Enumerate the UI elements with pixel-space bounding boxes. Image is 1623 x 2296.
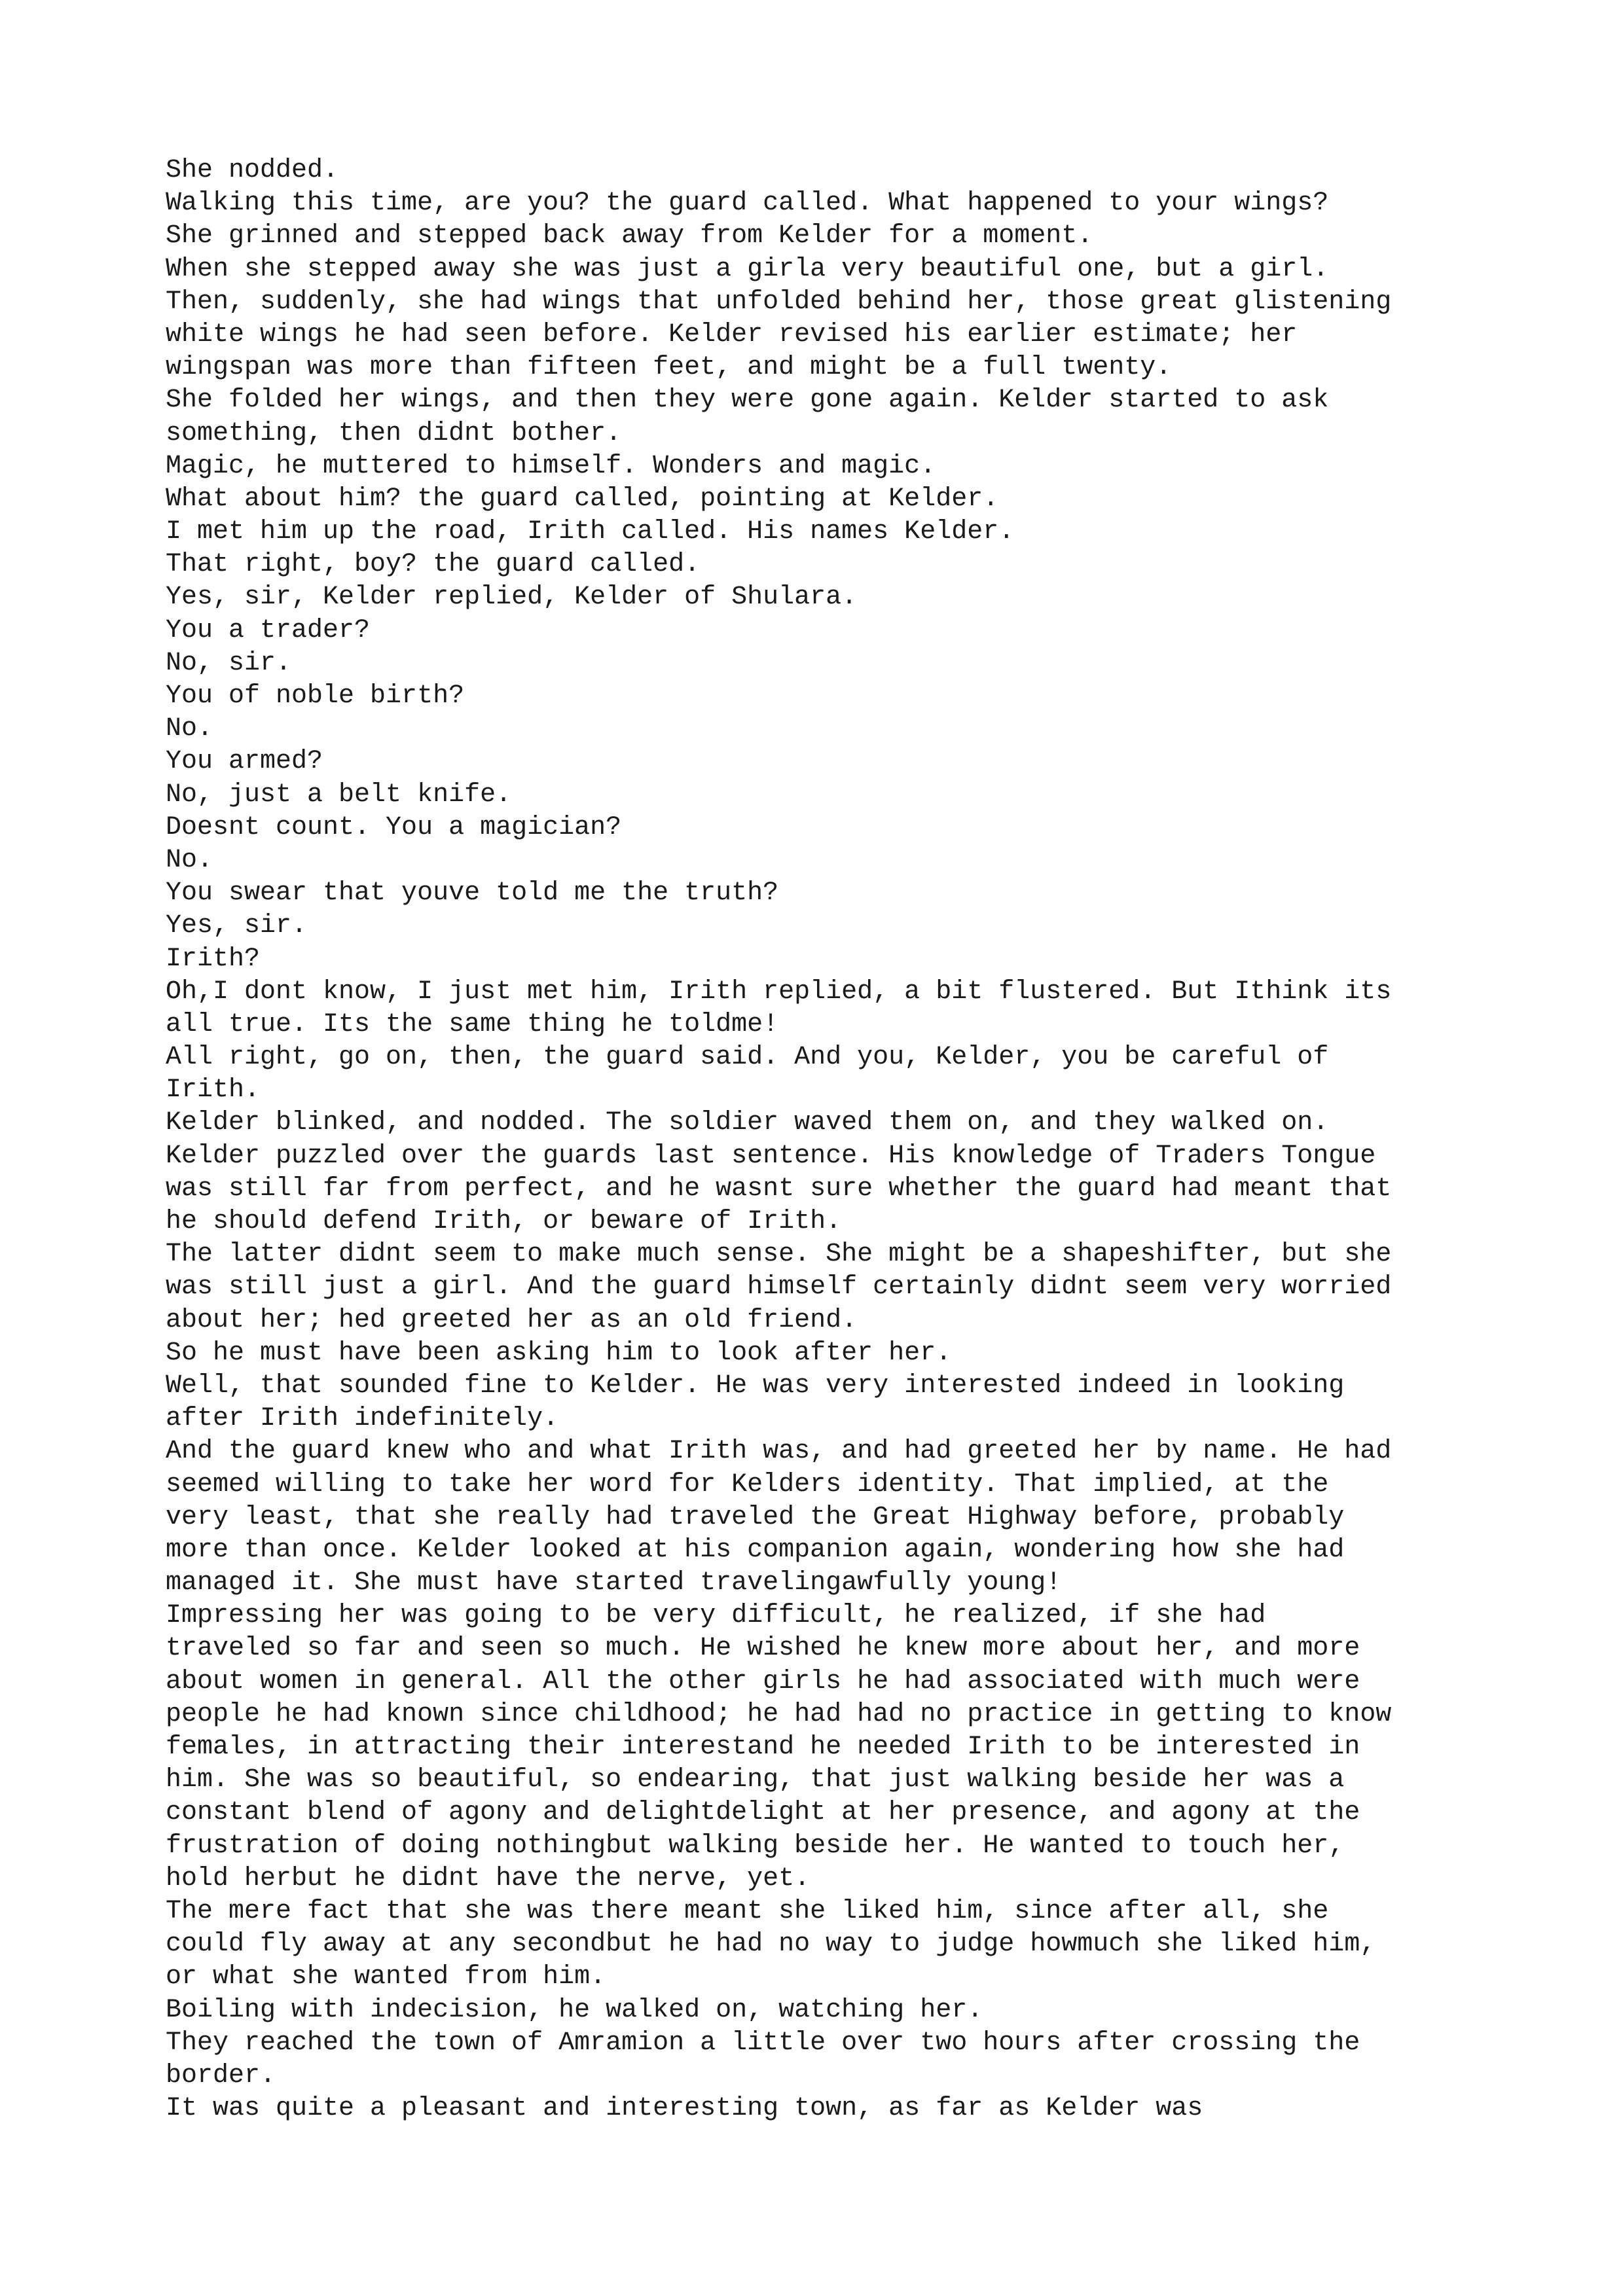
text-line: She grinned and stepped back away from Kelder for a moment. xyxy=(166,221,1093,251)
text-line: Kelder blinked, and nodded. The soldier waved them on, and they walked on. xyxy=(166,1108,1329,1138)
text-line: white wings he had seen before. Kelder revised his earlier estimate; her xyxy=(166,319,1298,350)
text-line: him. She was so beautiful, so endearing, that just walking beside her was a xyxy=(166,1765,1345,1795)
text-line: That right, boy? the guard called. xyxy=(166,550,701,580)
text-line: She folded her wings, and then they were gone again. Kelder started to ask xyxy=(166,386,1329,416)
text-line: people he had known since childhood; he had had no practice in getting to know xyxy=(166,1699,1392,1729)
text-line: You of noble birth? xyxy=(166,681,465,711)
text-line: So he must have been asking him to look after her. xyxy=(166,1338,952,1368)
text-line: When she stepped away she was just a girla very beautiful one, but a girl. xyxy=(166,254,1329,284)
text-line: constant blend of agony and delightdelight at her presence, and agony at the xyxy=(166,1798,1360,1828)
text-line: Irith. xyxy=(166,1075,261,1105)
text-line: Irith? xyxy=(166,944,261,974)
text-line: Doesnt count. You a magician? xyxy=(166,812,622,842)
text-line: Well, that sounded fine to Kelder. He was very interested indeed in looking xyxy=(166,1371,1345,1401)
text-line: No, sir. xyxy=(166,648,292,678)
text-line: after Irith indefinitely. xyxy=(166,1404,559,1434)
text-line: frustration of doing nothingbut walking beside her. He wanted to touch her, xyxy=(166,1831,1345,1861)
text-line: very least, that she really had traveled the Great Highway before, probably xyxy=(166,1502,1345,1532)
text-line: You swear that youve told me the truth? xyxy=(166,878,779,908)
text-line: Yes, sir. xyxy=(166,911,308,941)
text-line: Yes, sir, Kelder replied, Kelder of Shulara. xyxy=(166,583,858,613)
text-line: Boiling with indecision, he walked on, watching her. xyxy=(166,1995,983,2025)
text-line: And the guard knew who and what Irith was, and had greeted her by name. He had xyxy=(166,1437,1392,1467)
text-line: all true. Its the same thing he toldme! xyxy=(166,1009,779,1039)
text-line: or what she wanted from him. xyxy=(166,1962,606,1992)
text-line: What about him? the guard called, pointing at Kelder. xyxy=(166,484,999,514)
text-line: No. xyxy=(166,714,213,744)
body-text xyxy=(166,154,1573,2125)
text-line: females, in attracting their interestand he needed Irith to be interested in xyxy=(166,1732,1360,1762)
text-line: You armed? xyxy=(166,747,323,777)
text-line: more than once. Kelder looked at his companion again, wondering how she had xyxy=(166,1535,1345,1565)
text-line: You a trader? xyxy=(166,615,371,645)
text-line: wingspan was more than fifteen feet, and might be a full twenty. xyxy=(166,353,1172,383)
text-line: Impressing her was going to be very difficult, he realized, if she had xyxy=(166,1601,1266,1631)
text-line: was still far from perfect, and he wasnt sure whether the guard had meant that xyxy=(166,1174,1392,1204)
text-line: hold herbut he didnt have the nerve, yet. xyxy=(166,1863,811,1893)
text-line: No, just a belt knife. xyxy=(166,780,512,810)
text-line: seemed willing to take her word for Kelders identity. That implied, at the xyxy=(166,1469,1329,1499)
text-line: about her; hed greeted her as an old friend. xyxy=(166,1305,858,1335)
text-line: border. xyxy=(166,2060,276,2090)
text-line: Oh,I dont know, I just met him, Irith replied, a bit flustered. But Ithink its xyxy=(166,977,1392,1007)
text-line: about women in general. All the other girls he had associated with much were xyxy=(166,1666,1360,1696)
text-line: It was quite a pleasant and interesting town, as far as Kelder was xyxy=(166,2094,1203,2124)
text-line: Then, suddenly, she had wings that unfolded behind her, those great glistening xyxy=(166,287,1392,317)
text-line: traveled so far and seen so much. He wished he knew more about her, and more xyxy=(166,1634,1360,1664)
text-line: Kelder puzzled over the guards last sentence. His knowledge of Traders Tongue xyxy=(166,1141,1376,1171)
text-line: I met him up the road, Irith called. His names Kelder. xyxy=(166,517,1015,547)
text-line: They reached the town of Amramion a little over two hours after crossing the xyxy=(166,2028,1360,2058)
text-line: The mere fact that she was there meant she liked him, since after all, she xyxy=(166,1896,1329,1926)
text-line: something, then didnt bother. xyxy=(166,418,622,448)
text-line: She nodded. xyxy=(166,156,339,185)
text-line: was still just a girl. And the guard himself certainly didnt seem very worried xyxy=(166,1272,1392,1302)
text-line: Walking this time, are you? the guard called. What happened to your wings? xyxy=(166,188,1329,219)
text-line: No. xyxy=(166,845,213,875)
text-line: managed it. She must have started travelingawfully young! xyxy=(166,1568,1062,1598)
text-line: All right, go on, then, the guard said. And you, Kelder, you be careful of xyxy=(166,1043,1329,1073)
text-line: The latter didnt seem to make much sense. She might be a shapeshifter, but she xyxy=(166,1240,1392,1270)
text-line: Magic, he muttered to himself. Wonders and magic. xyxy=(166,451,936,481)
text-line: he should defend Irith, or beware of Irith. xyxy=(166,1207,842,1236)
text-line: could fly away at any secondbut he had no way to judge howmuch she liked him, xyxy=(166,1929,1376,1960)
